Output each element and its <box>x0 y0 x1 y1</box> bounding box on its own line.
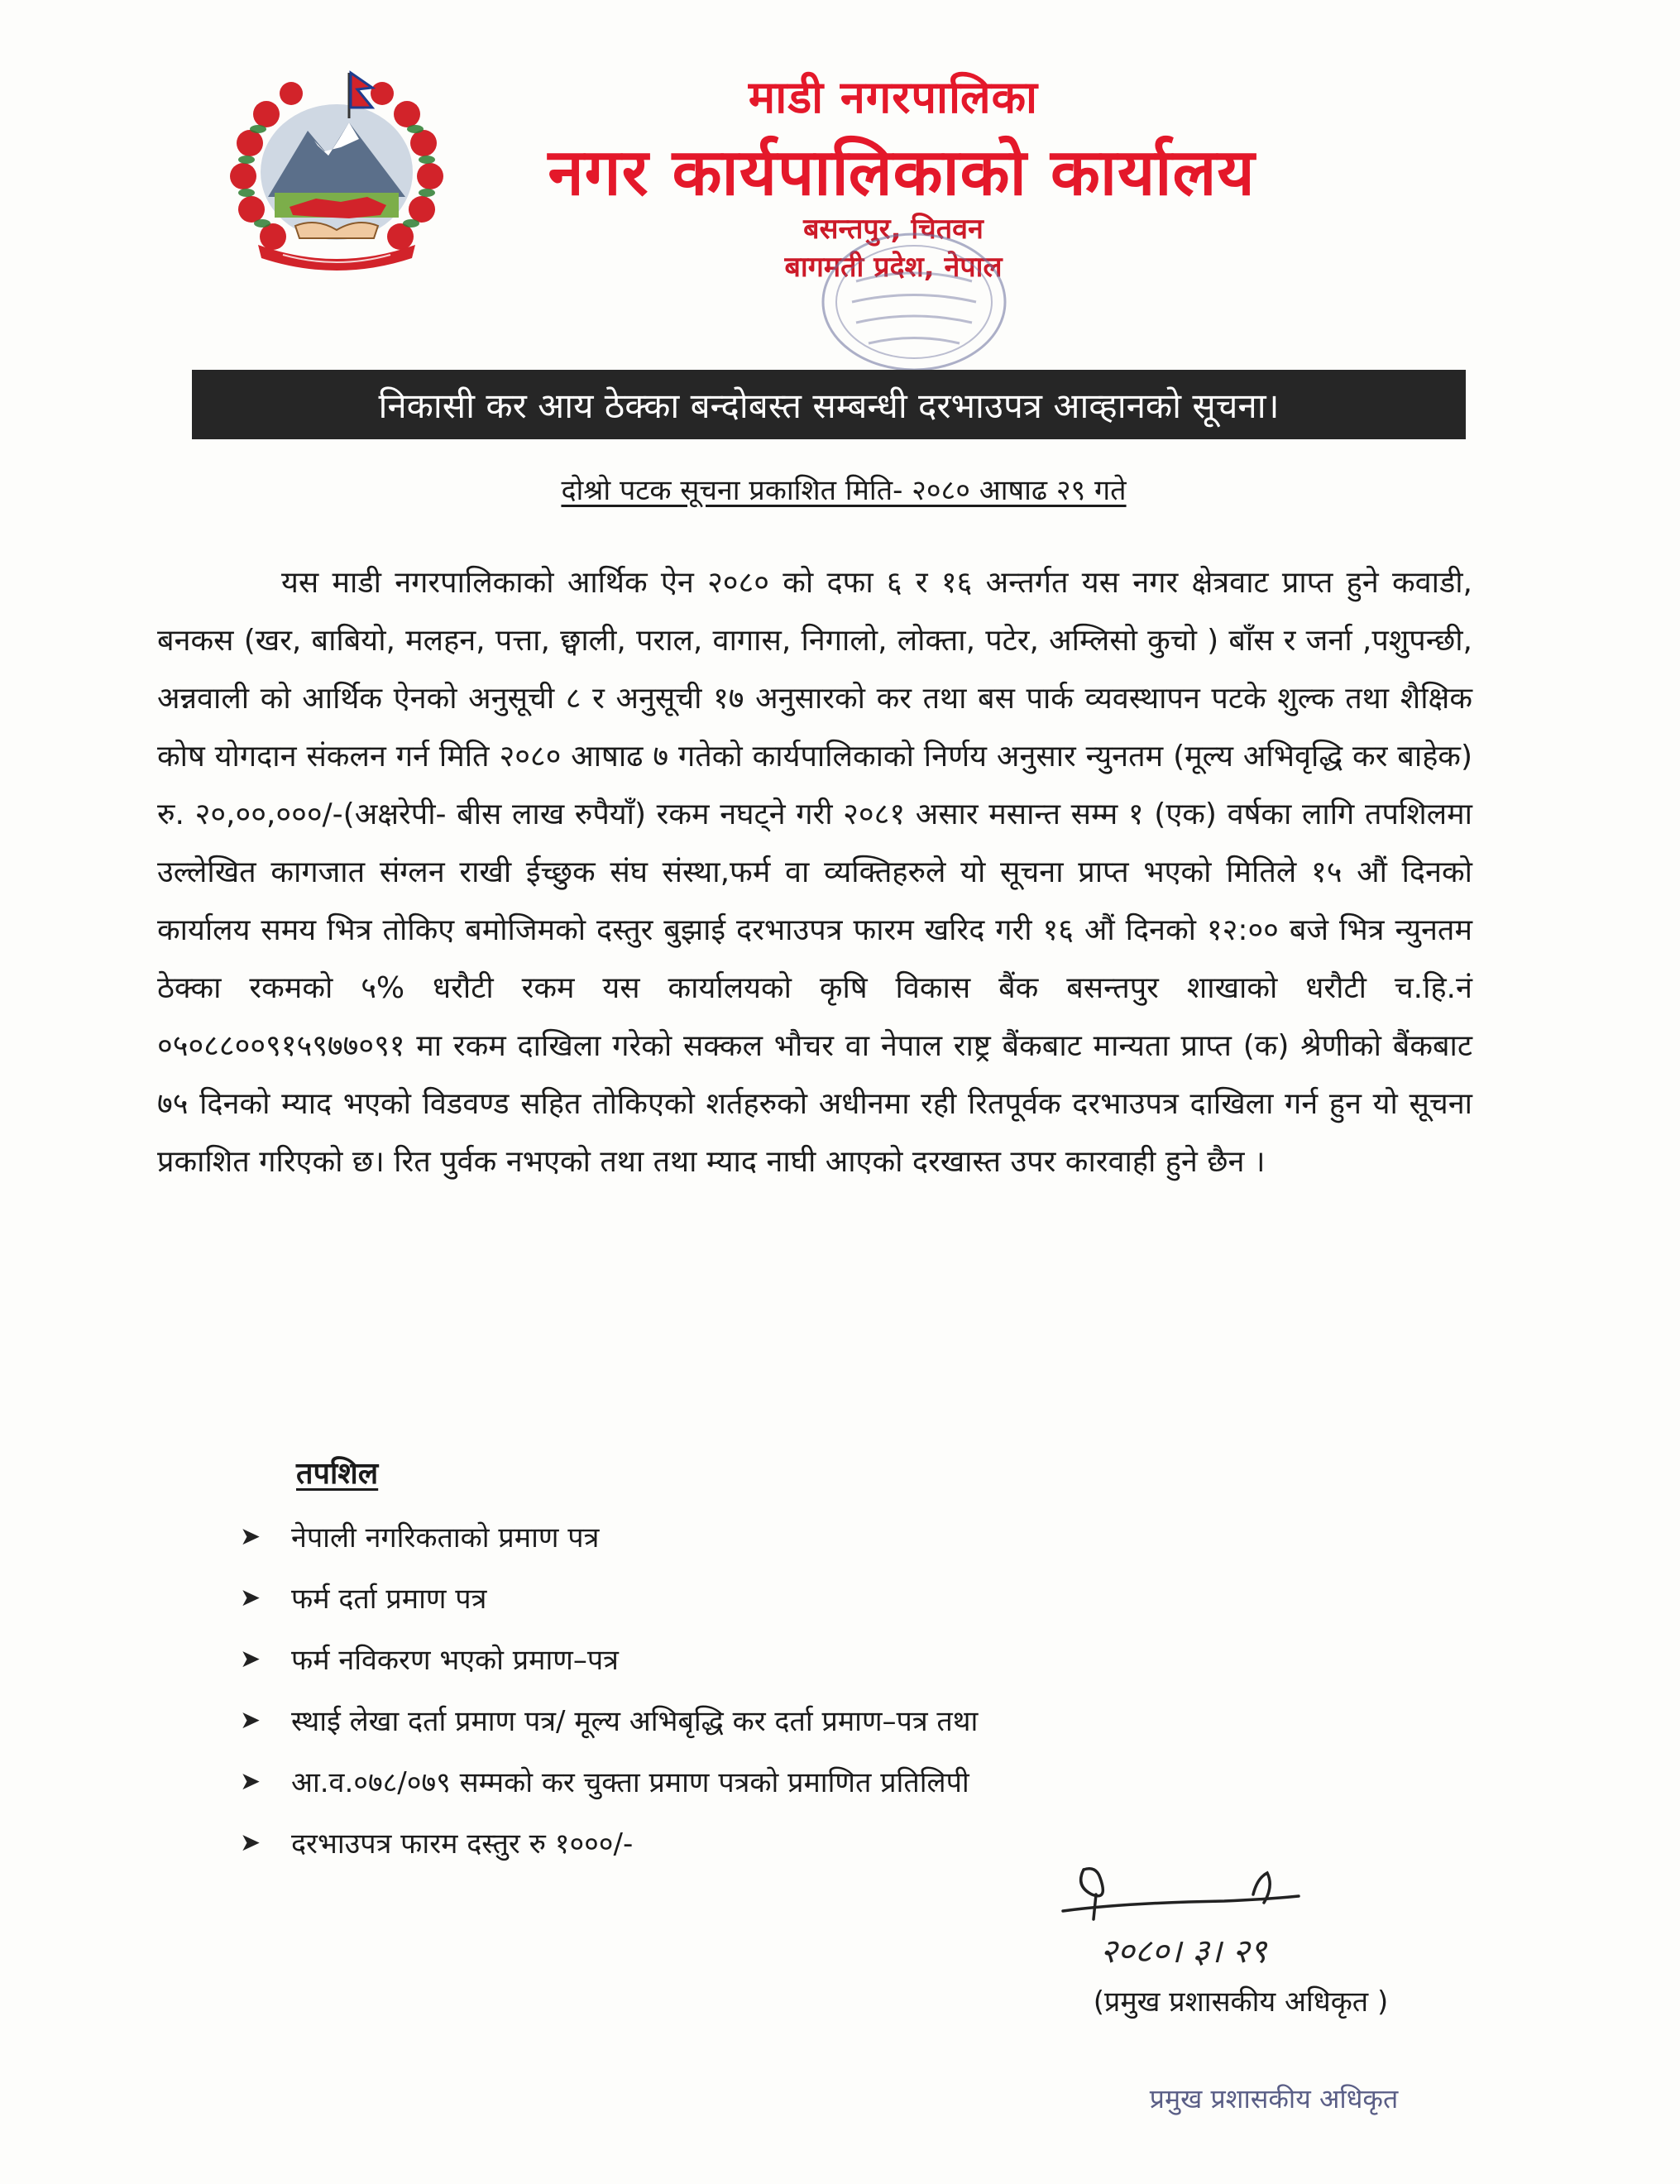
list-item-label: दरभाउपत्र फारम दस्तुर रु १०००/- <box>291 1827 634 1861</box>
notice-title: निकासी कर आय ठेक्का बन्दोबस्त सम्बन्धी दरभाउपत्र आव्हानको सूचना। <box>378 385 1280 426</box>
list-item-label: नेपाली नगरिकताको प्रमाण पत्र <box>291 1521 600 1554</box>
list-item-label: फर्म दर्ता प्रमाण पत्र <box>291 1583 487 1616</box>
arrow-bullet-icon: ➤ <box>240 1644 261 1674</box>
arrow-bullet-icon: ➤ <box>240 1705 261 1735</box>
list-item-label: स्थाई लेखा दर्ता प्रमाण पत्र/ मूल्य अभिबृद्धि कर दर्ता प्रमाण–पत्र तथा <box>291 1705 979 1738</box>
office-round-seal-icon <box>806 223 1022 381</box>
list-item <box>240 1628 1315 1689</box>
list-item <box>240 1689 1315 1751</box>
arrow-bullet-icon: ➤ <box>240 1521 261 1551</box>
designation-stamp: प्रमुख प्रशासकीय अधिकृत <box>1149 2083 1399 2115</box>
list-item <box>240 1751 1315 1812</box>
list-item <box>240 1567 1315 1628</box>
nepal-government-emblem-icon <box>217 56 457 280</box>
municipality-name: माडी नगरपालिका <box>748 71 1039 123</box>
requirements-list <box>240 1506 1315 1873</box>
office-address-province: बागमती प्रदेश, नेपाल <box>784 251 1003 284</box>
handwritten-signature <box>1051 1853 1448 1977</box>
publication-date-line: दोश्रो पटक सूचना प्रकाशित मिति- २०८० आषाढ २९ गते <box>561 474 1127 507</box>
arrow-bullet-icon: ➤ <box>240 1583 261 1612</box>
notice-title-banner <box>192 370 1466 439</box>
signature-date: २०८०। ३। २९ <box>1100 1933 1267 1971</box>
schedule-heading: तपशिल <box>296 1457 379 1491</box>
list-item-label: आ.व.०७८/०७९ सम्मको कर चुक्ता प्रमाण पत्रको प्रमाणित प्रतिलिपी <box>291 1766 969 1799</box>
list-item-label: फर्म नविकरण भएको प्रमाण–पत्र <box>291 1644 619 1677</box>
signatory-title: (प्रमुख प्रशासकीय अधिकृत ) <box>1093 1985 1389 2019</box>
list-item <box>240 1506 1315 1567</box>
office-address-city: बसन्तपुर, चितवन <box>803 213 984 246</box>
arrow-bullet-icon: ➤ <box>240 1766 261 1796</box>
office-name: नगर कार्यपालिकाको कार्यालय <box>548 136 1256 210</box>
notice-body-paragraph: यस माडी नगरपालिकाको आर्थिक ऐन २०८० को दफा ६ र १६ अन्तर्गत यस नगर क्षेत्रवाट प्राप्त हुने कवाडी, बनकस (खर, बाबियो, मलहन, पत्ता, छ्वाली, पराल, वागास, निगालो, लोक्ता, पटेर, अम्लिसो कुचो ) बाँस र जर्ना ,पशुपन्छी, अन्नवाली को आर्थिक ऐनको अनुसूची ८ र अनुसूची १७ अनुसारको कर तथा बस पार्क व्यवस्थापन पटके शुल्क तथा शैक्षिक कोष योगदान संकलन गर्न मिति २०८० आषाढ ७ गतेको कार्यपालिकाको निर्णय अनुसार न्युनतम (मूल्य अभिवृद्धि कर बाहेक) रु. २०,००,०००/-(अक्षरेपी- बीस लाख रुपैयाँ) रकम नघट्ने गरी २०८१ असार मसान्त सम्म १ (एक) वर्षका लागि तपशिलमा उल्लेखित कागजात संग्लन राखी ईच्छुक संघ संस्था,फर्म वा व्यक्तिहरुले यो सूचना प्राप्त भएको मितिले १५ औं दिनको कार्यालय समय भित्र तोकिए बमोजिमको दस्तुर बुझाई दरभाउपत्र फारम खरिद गरी १६ औं दिनको १२:०० बजे भित्र न्युनतम ठेक्का रकमको ५% धरौटी रकम यस कार्यालयको कृषि विकास बैंक बसन्तपुर शाखाको धरौटी च.हि.नं ०५०८८००९१५९७७०९१ मा रकम दाखिला गरेको सक्कल भौचर वा नेपाल राष्ट्र बैंकबाट मान्यता प्राप्त (क) श्रेणीको बैंकबाट ७५ दिनको म्याद भएको विडवण्ड सहित तोकिएको शर्तहरुको अधीनमा रही रितपूर्वक दरभाउपत्र दाखिला गर्न हुन यो सूचना प्रकाशित गरिएको छ। रित पुर्वक नभएको तथा तथा म्याद नाघी आएको दरखास्त उपर कारवाही हुने छैन । <box>157 566 1472 1179</box>
arrow-bullet-icon: ➤ <box>240 1827 261 1857</box>
